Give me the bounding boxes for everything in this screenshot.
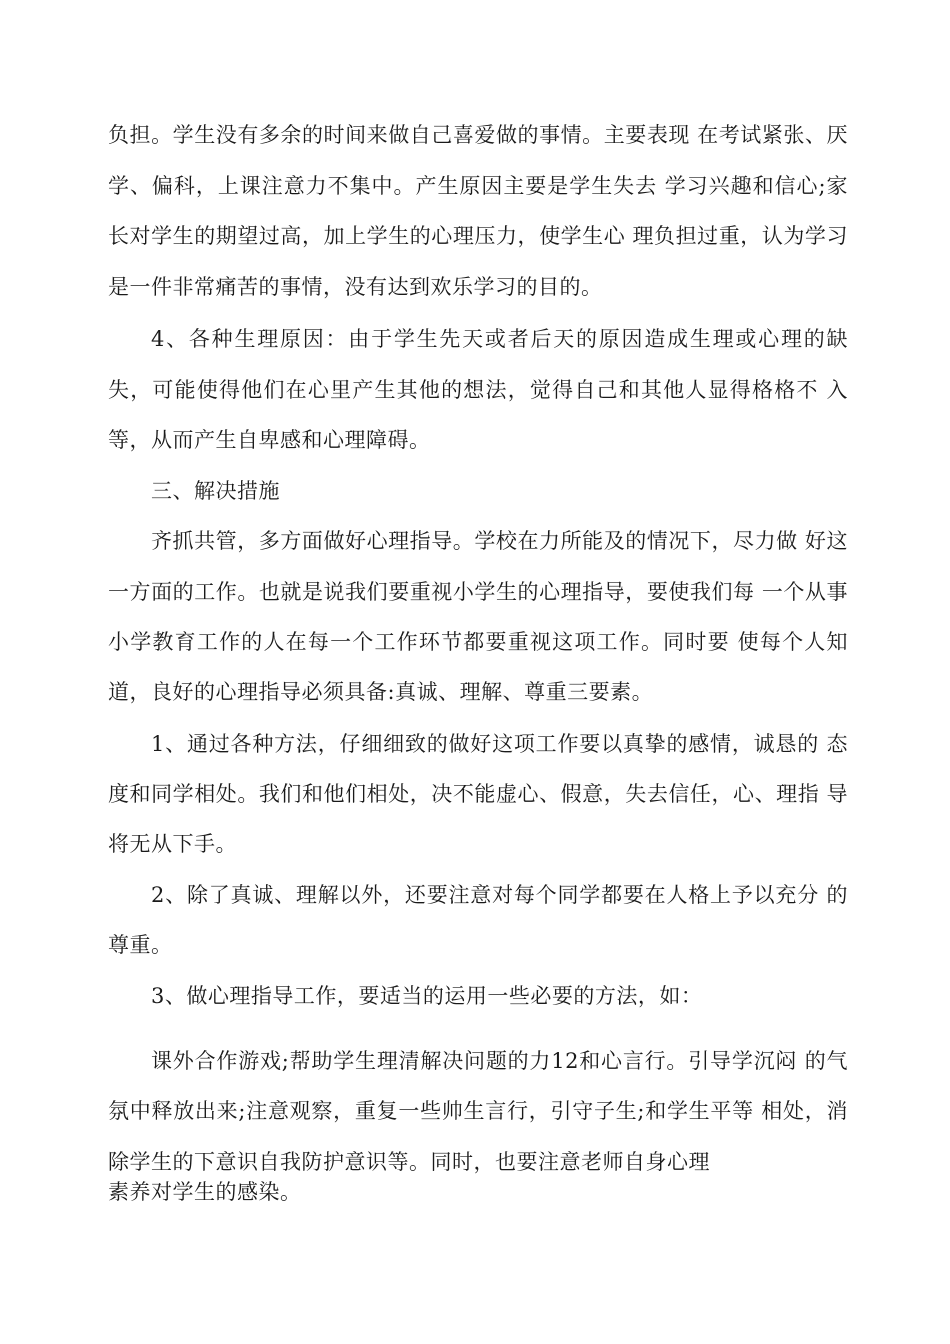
text-line: 负担。学生没有多余的时间来做自己喜爱做的事情。主要表现 在考试紧张、厌 [108, 123, 848, 147]
text-line: 除学生的下意识自我防护意识等。同时，也要注意老师自身心理 [108, 1150, 710, 1174]
text-line: 长对学生的期望过高，加上学生的心理压力，使学生心 理负担过重，认为学习 [108, 224, 848, 248]
text-line: 将无从下手。 [108, 832, 237, 856]
text-line: 齐抓共管，多方面做好心理指导。学校在力所能及的情况下，尽力做 好这 [151, 529, 848, 553]
text-line: 4、各种生理原因：由于学生先天或者后天的原因造成生理或心理的缺 [151, 327, 848, 351]
text-line: 道，良好的心理指导必须具备:真诚、理解、尊重三要素。 [108, 680, 654, 704]
text-line: 课外合作游戏;帮助学生理清解决问题的力12和心言行。引导学沉闷 的气 [151, 1049, 848, 1073]
text-line: 氛中释放出来;注意观察，重复一些帅生言行，引守子生;和学生平等 相处，消 [108, 1099, 848, 1123]
text-line: 度和同学相处。我们和他们相处，决不能虚心、假意，失去信任，心、理指 导 [108, 782, 848, 806]
text-line: 等，从而产生自卑感和心理障碍。 [108, 428, 431, 452]
text-line: 3、做心理指导工作，要适当的运用一些必要的方法，如： [151, 984, 703, 1008]
text-line: 2、除了真诚、理解以外，还要注意对每个同学都要在人格上予以充分 的 [151, 883, 848, 907]
text-line: 1、通过各种方法，仔细细致的做好这项工作要以真挚的感情，诚恳的 态 [151, 732, 848, 756]
text-line: 学、偏科，上课注意力不集中。产生原因主要是学生失去 学习兴趣和信心;家 [108, 174, 848, 198]
text-line: 失，可能使得他们在心里产生其他的想法，觉得自己和其他人显得格格不 入 [108, 378, 848, 402]
text-line: 尊重。 [108, 933, 173, 957]
text-line: 素养对学生的感染。 [108, 1180, 302, 1204]
text-line: 一方面的工作。也就是说我们要重视小学生的心理指导，要使我们每 一个从事 [108, 580, 848, 604]
text-line: 是一件非常痛苦的事情，没有达到欢乐学习的目的。 [108, 275, 603, 299]
section-heading: 三、解决措施 [151, 479, 280, 503]
text-line: 小学教育工作的人在每一个工作环节都要重视这项工作。同时要 使每个人知 [108, 630, 848, 654]
